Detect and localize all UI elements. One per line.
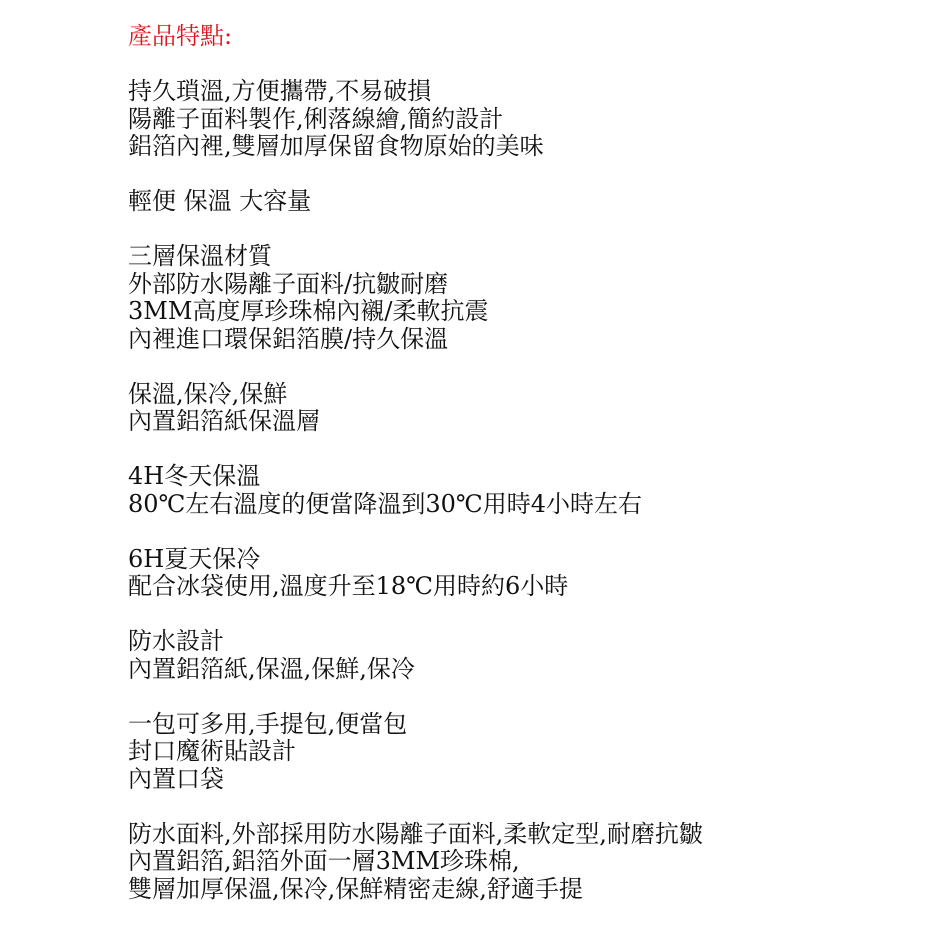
feature-line: 輕便 保溫 大容量 — [128, 187, 312, 215]
feature-block-materials — [128, 243, 918, 353]
feature-block-portability — [128, 78, 918, 161]
feature-line: 保溫,保冷,保鮮 — [128, 379, 288, 408]
feature-line: 雙層加厚保溫,保冷,保鮮精密走線,舒適手提 — [128, 874, 583, 903]
feature-line: 鋁箔內裡,雙層加厚保留食物原始的美味 — [128, 132, 544, 160]
feature-line: 內置鋁箔紙,保溫,保鮮,保冷 — [128, 654, 415, 683]
feature-line: 4H冬天保溫 — [128, 462, 261, 490]
feature-line: 持久瑣溫,方便攜帶,不易破損 — [128, 77, 432, 105]
feature-line: 三層保溫材質 — [128, 242, 272, 270]
feature-block-summary — [128, 188, 918, 216]
feature-line: 外部防水陽離子面料/抗皺耐磨 — [128, 269, 449, 298]
feature-line: 內置鋁箔紙保溫層 — [128, 407, 320, 435]
feature-line: 6H夏天保冷 — [128, 544, 261, 573]
feature-line: 配合冰袋使用,溫度升至18℃用時約6小時 — [128, 572, 569, 600]
feature-block-winter — [128, 463, 918, 518]
feature-line: 內裡進口環保鋁箔膜/持久保溫 — [128, 324, 449, 353]
feature-line: 陽離子面料製作,俐落線繪,簡約設計 — [128, 104, 504, 133]
feature-block-insulation — [128, 381, 918, 436]
feature-line: 封口魔術貼設計 — [128, 737, 296, 765]
feature-block-summer — [128, 546, 918, 601]
features-heading: 產品特點: — [128, 22, 233, 50]
feature-line: 防水面料,外部採用防水陽離子面料,柔軟定型,耐磨抗皺 — [128, 819, 703, 848]
feature-line: 內置鋁箔,鋁箔外面一層3MM珍珠棉, — [128, 847, 520, 875]
feature-line: 防水設計 — [128, 627, 224, 655]
feature-block-multiuse — [128, 711, 918, 794]
feature-block-waterproof — [128, 628, 918, 683]
feature-line: 內置口袋 — [128, 764, 224, 793]
feature-line: 80℃左右溫度的便當降溫到30℃用時4小時左右 — [128, 489, 643, 518]
feature-line: 一包可多用,手提包,便當包 — [128, 709, 408, 738]
feature-block-fabric — [128, 821, 918, 904]
product-features-document — [128, 23, 918, 903]
feature-line: 3MM高度厚珍珠棉內襯/柔軟抗震 — [128, 297, 489, 325]
